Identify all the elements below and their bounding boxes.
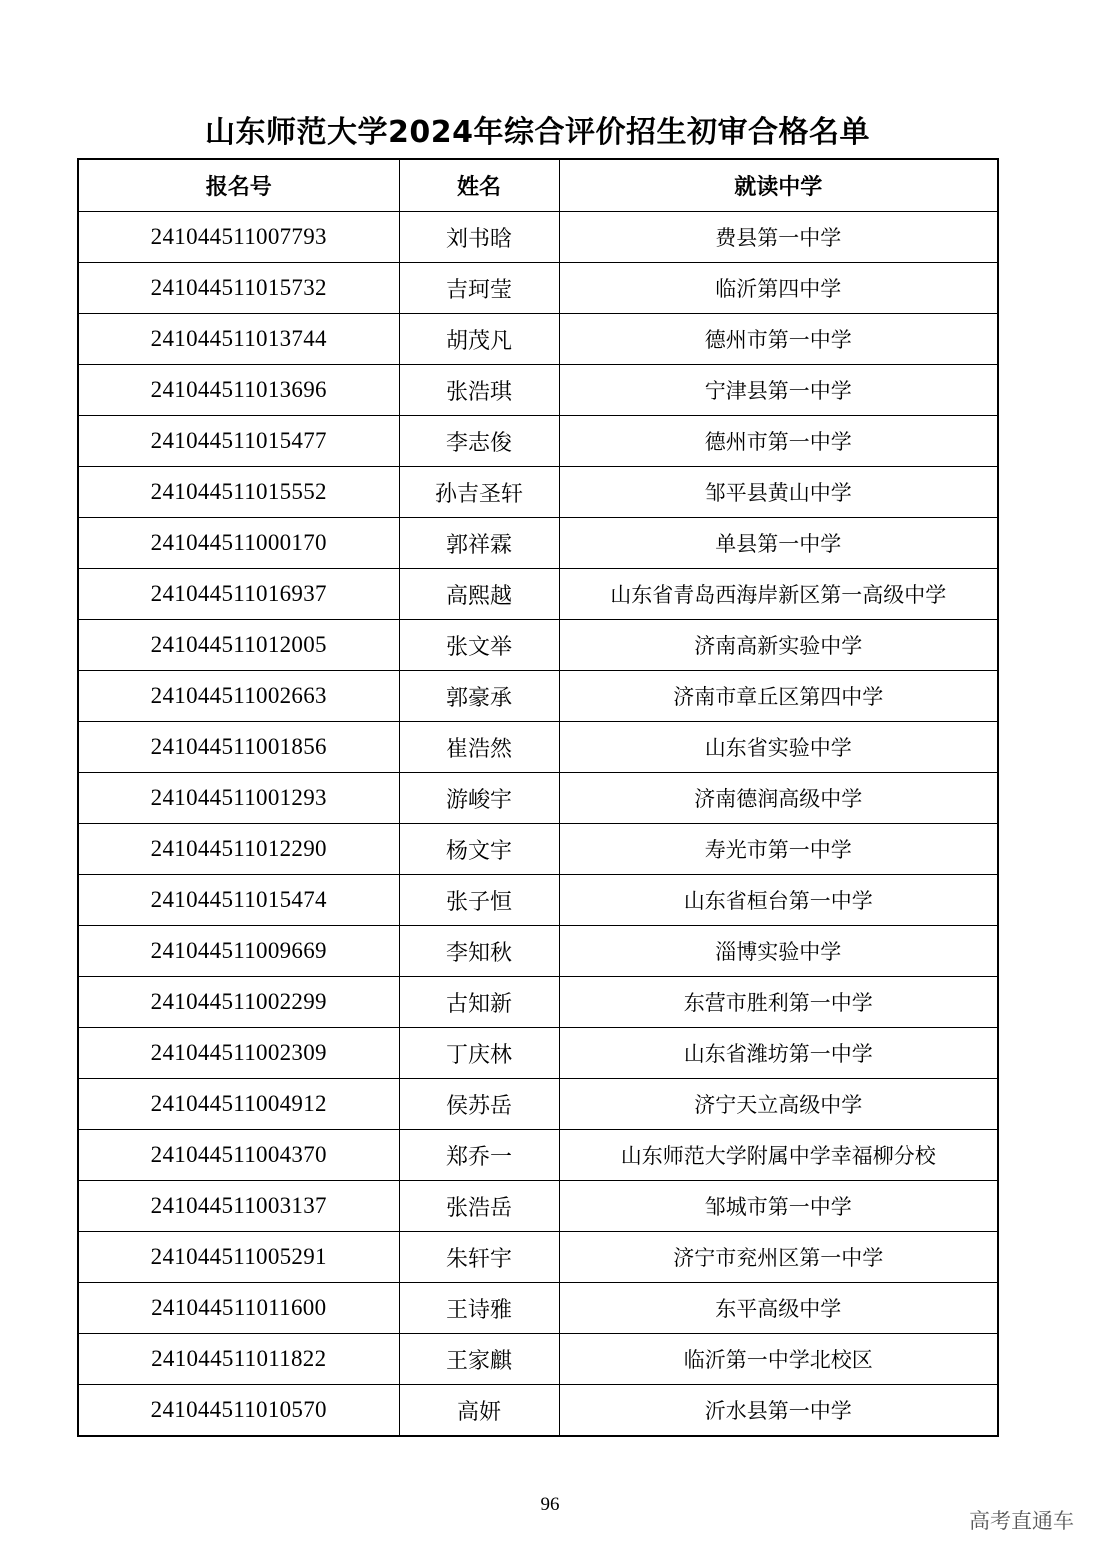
registration-number-cell: 241044511000170 — [78, 518, 399, 569]
registration-number-cell: 241044511010570 — [78, 1385, 399, 1437]
registration-number-cell: 241044511009669 — [78, 926, 399, 977]
student-name-cell: 王家麒 — [399, 1334, 559, 1385]
registration-number-cell: 241044511011600 — [78, 1283, 399, 1334]
registration-number-cell: 241044511016937 — [78, 569, 399, 620]
school-cell: 寿光市第一中学 — [559, 824, 998, 875]
school-cell: 东营市胜利第一中学 — [559, 977, 998, 1028]
admission-list-table — [77, 158, 999, 1437]
student-name-cell: 吉珂莹 — [399, 263, 559, 314]
school-cell: 邹城市第一中学 — [559, 1181, 998, 1232]
school-cell: 临沂第四中学 — [559, 263, 998, 314]
table-row — [78, 1283, 998, 1334]
table-body — [78, 212, 998, 1437]
registration-number-cell: 241044511012005 — [78, 620, 399, 671]
page-number: 96 — [540, 1494, 560, 1515]
table-row — [78, 1232, 998, 1283]
table-row — [78, 263, 998, 314]
registration-number-cell: 241044511013744 — [78, 314, 399, 365]
student-name-cell: 郭豪承 — [399, 671, 559, 722]
table-row — [78, 569, 998, 620]
registration-number-cell: 241044511015732 — [78, 263, 399, 314]
table-row — [78, 467, 998, 518]
student-name-cell: 古知新 — [399, 977, 559, 1028]
column-header-school: 就读中学 — [559, 159, 998, 212]
table-row — [78, 1385, 998, 1437]
table-row — [78, 875, 998, 926]
table-row — [78, 722, 998, 773]
table-row — [78, 671, 998, 722]
school-cell: 单县第一中学 — [559, 518, 998, 569]
student-name-cell: 丁庆林 — [399, 1028, 559, 1079]
student-name-cell: 张浩岳 — [399, 1181, 559, 1232]
registration-number-cell: 241044511011822 — [78, 1334, 399, 1385]
student-name-cell: 张文举 — [399, 620, 559, 671]
student-name-cell: 高妍 — [399, 1385, 559, 1437]
table-row — [78, 518, 998, 569]
table-row — [78, 1028, 998, 1079]
student-name-cell: 崔浩然 — [399, 722, 559, 773]
school-cell: 济南德润高级中学 — [559, 773, 998, 824]
student-name-cell: 李志俊 — [399, 416, 559, 467]
school-cell: 济宁市兖州区第一中学 — [559, 1232, 998, 1283]
column-header-registration-number: 报名号 — [78, 159, 399, 212]
school-cell: 山东省青岛西海岸新区第一高级中学 — [559, 569, 998, 620]
registration-number-cell: 241044511001293 — [78, 773, 399, 824]
school-cell: 山东师范大学附属中学幸福柳分校 — [559, 1130, 998, 1181]
student-name-cell: 郑乔一 — [399, 1130, 559, 1181]
school-cell: 山东省桓台第一中学 — [559, 875, 998, 926]
school-cell: 淄博实验中学 — [559, 926, 998, 977]
student-name-cell: 李知秋 — [399, 926, 559, 977]
table-row — [78, 824, 998, 875]
student-name-cell: 朱轩宇 — [399, 1232, 559, 1283]
page-title: 山东师范大学2024年综合评价招生初审合格名单 — [205, 115, 870, 150]
school-cell: 沂水县第一中学 — [559, 1385, 998, 1437]
school-cell: 济南市章丘区第四中学 — [559, 671, 998, 722]
table-row — [78, 314, 998, 365]
school-cell: 东平高级中学 — [559, 1283, 998, 1334]
school-cell: 山东省潍坊第一中学 — [559, 1028, 998, 1079]
student-name-cell: 郭祥霖 — [399, 518, 559, 569]
student-name-cell: 孙吉圣轩 — [399, 467, 559, 518]
registration-number-cell: 241044511005291 — [78, 1232, 399, 1283]
registration-number-cell: 241044511015552 — [78, 467, 399, 518]
registration-number-cell: 241044511004912 — [78, 1079, 399, 1130]
student-name-cell: 杨文宇 — [399, 824, 559, 875]
student-name-cell: 侯苏岳 — [399, 1079, 559, 1130]
registration-number-cell: 241044511007793 — [78, 212, 399, 263]
registration-number-cell: 241044511002299 — [78, 977, 399, 1028]
table-row — [78, 1079, 998, 1130]
student-name-cell: 刘书晗 — [399, 212, 559, 263]
school-cell: 邹平县黄山中学 — [559, 467, 998, 518]
student-name-cell: 游峻宇 — [399, 773, 559, 824]
student-name-cell: 胡茂凡 — [399, 314, 559, 365]
student-name-cell: 张子恒 — [399, 875, 559, 926]
table-row — [78, 212, 998, 263]
column-header-name: 姓名 — [399, 159, 559, 212]
registration-number-cell: 241044511015474 — [78, 875, 399, 926]
table-row — [78, 365, 998, 416]
school-cell: 德州市第一中学 — [559, 416, 998, 467]
registration-number-cell: 241044511002663 — [78, 671, 399, 722]
school-cell: 济南高新实验中学 — [559, 620, 998, 671]
student-name-cell: 张浩琪 — [399, 365, 559, 416]
registration-number-cell: 241044511012290 — [78, 824, 399, 875]
school-cell: 宁津县第一中学 — [559, 365, 998, 416]
student-name-cell: 王诗雅 — [399, 1283, 559, 1334]
table-row — [78, 620, 998, 671]
school-cell: 山东省实验中学 — [559, 722, 998, 773]
school-cell: 济宁天立高级中学 — [559, 1079, 998, 1130]
table-row — [78, 977, 998, 1028]
table-header-row — [78, 159, 998, 212]
table-row — [78, 416, 998, 467]
school-cell: 德州市第一中学 — [559, 314, 998, 365]
table-row — [78, 1181, 998, 1232]
school-cell: 临沂第一中学北校区 — [559, 1334, 998, 1385]
registration-number-cell: 241044511002309 — [78, 1028, 399, 1079]
registration-number-cell: 241044511015477 — [78, 416, 399, 467]
table-row — [78, 926, 998, 977]
registration-number-cell: 241044511003137 — [78, 1181, 399, 1232]
table-row — [78, 1130, 998, 1181]
school-cell: 费县第一中学 — [559, 212, 998, 263]
registration-number-cell: 241044511004370 — [78, 1130, 399, 1181]
student-name-cell: 高熙越 — [399, 569, 559, 620]
watermark-text: 高考直通车 — [969, 1509, 1074, 1533]
table-row — [78, 773, 998, 824]
table-row — [78, 1334, 998, 1385]
registration-number-cell: 241044511013696 — [78, 365, 399, 416]
registration-number-cell: 241044511001856 — [78, 722, 399, 773]
